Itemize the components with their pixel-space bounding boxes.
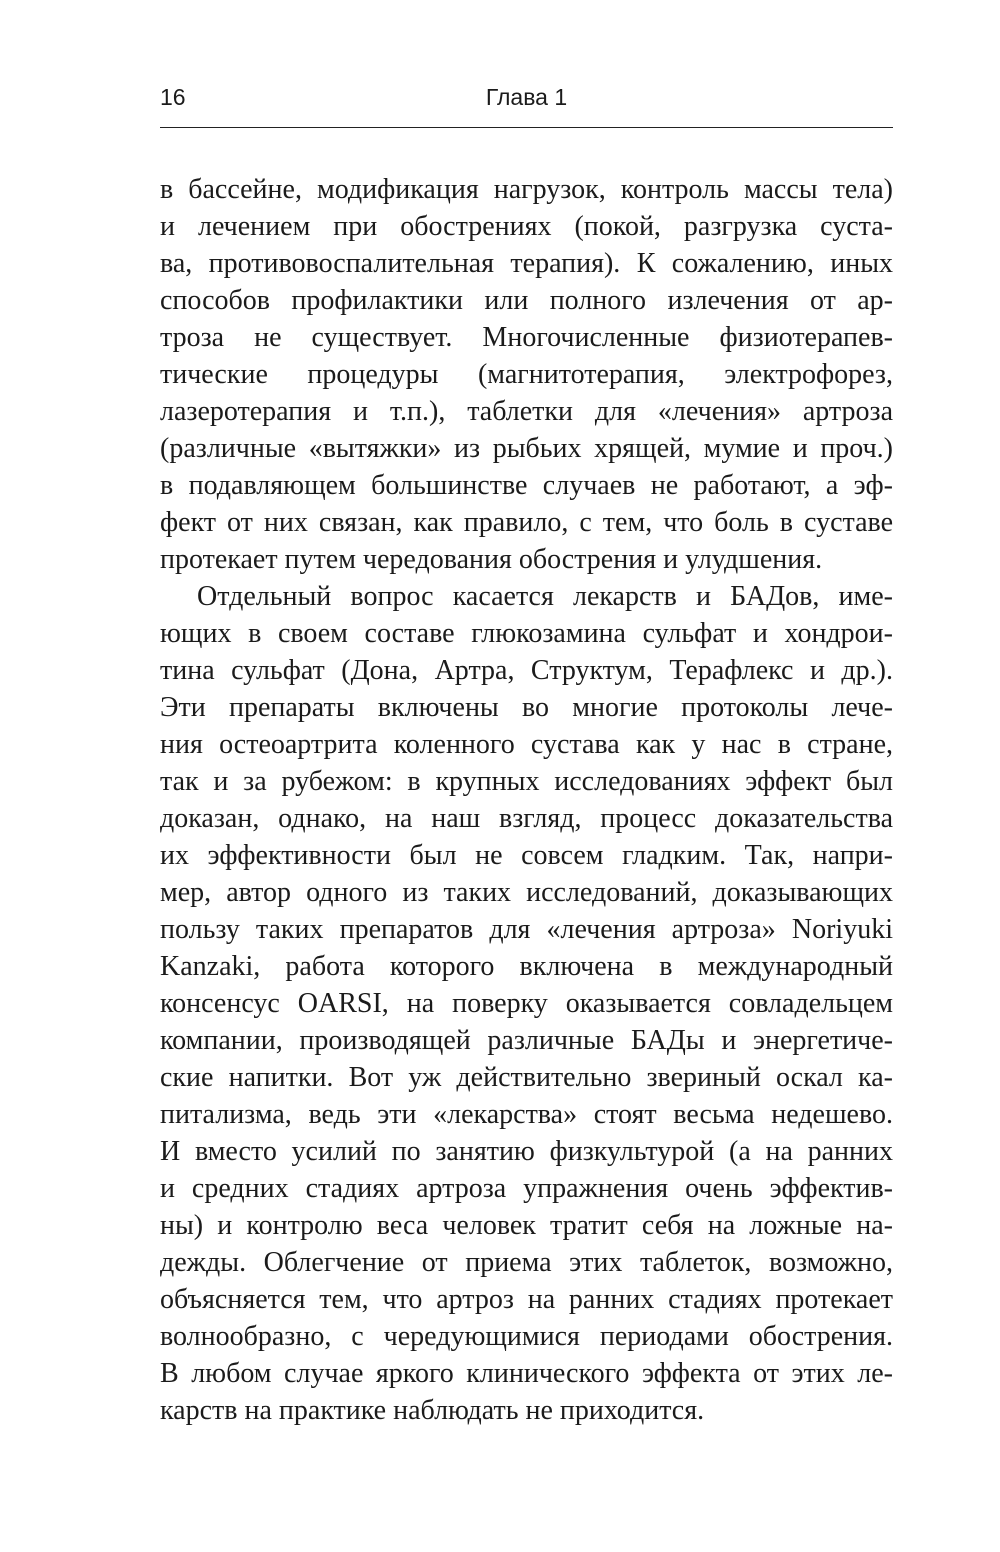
- header-divider: [160, 127, 893, 128]
- text-line: в подавляющем большинстве случаев не работают, а эф-: [160, 470, 893, 501]
- running-head: Глава 1: [485, 84, 568, 110]
- text-line: И вместо усилий по занятию физкультурой (а на ранних: [160, 1136, 893, 1167]
- text-line: их эффективности был не совсем гладким. Так, напри-: [160, 840, 893, 871]
- text-line: пользу таких препаратов для «лечения артроза» Noriyuki: [160, 914, 893, 945]
- text-line: карств на практике наблюдать не приходится.: [160, 1395, 705, 1426]
- text-line: питализма, ведь эти «лекарства» стоят весьма недешево.: [160, 1099, 893, 1130]
- text-line: ния остеоартрита коленного сустава как у нас в стране,: [160, 729, 893, 760]
- text-line: Kanzaki, работа которого включена в международный: [160, 951, 893, 982]
- text-line: тина сульфат (Дона, Артра, Структум, Терафлекс и др.).: [160, 655, 893, 686]
- text-line: лазеротерапия и т.п.), таблетки для «лечения» артроза: [160, 396, 893, 427]
- text-line: протекает путем чередования обострения и улудшения.: [160, 544, 823, 575]
- text-line: тические процедуры (магнитотерапия, электрофорез,: [160, 359, 893, 390]
- text-line: и лечением при обострениях (покой, разгрузка суста-: [160, 211, 893, 242]
- text-line: Отдельный вопрос касается лекарств и БАДов, име-: [197, 581, 893, 612]
- text-line: компании, производящей различные БАДы и энергетиче-: [160, 1025, 893, 1056]
- text-line: и средних стадиях артроза упражнения очень эффектив-: [160, 1173, 893, 1204]
- text-line: ны) и контролю веса человек тратит себя на ложные на-: [160, 1210, 893, 1241]
- text-line: троза не существует. Многочисленные физиотерапев-: [160, 322, 893, 353]
- text-line: ющих в своем составе глюкозамина сульфат и хондрои-: [160, 618, 893, 649]
- body-text: [160, 171, 893, 1429]
- text-line: ские напитки. Вот уж действительно звериный оскал ка-: [160, 1062, 893, 1093]
- text-line: дежды. Облегчение от приема этих таблеток, возможно,: [160, 1247, 893, 1278]
- text-line: ва, противовоспалительная терапия). К сожалению, иных: [160, 248, 893, 279]
- text-line: доказан, однако, на наш взгляд, процесс доказательства: [160, 803, 893, 834]
- text-line: так и за рубежом: в крупных исследованиях эффект был: [160, 766, 893, 797]
- text-line: волнообразно, с чередующимися периодами обострения.: [160, 1321, 893, 1352]
- paragraph: [160, 171, 893, 578]
- text-line: мер, автор одного из таких исследований, доказывающих: [160, 877, 893, 908]
- text-line: В любом случае яркого клинического эффекта от этих ле-: [160, 1358, 893, 1389]
- text-line: (различные «вытяжки» из рыбьих хрящей, мумие и проч.): [160, 433, 893, 464]
- page-header: [160, 84, 893, 128]
- paragraph: [160, 578, 893, 1429]
- page-number: 16: [160, 84, 186, 110]
- text-line: в бассейне, модификация нагрузок, контроль массы тела): [160, 174, 893, 205]
- text-line: консенсус OARSI, на поверку оказывается совладельцем: [160, 988, 893, 1019]
- text-line: способов профилактики или полного излечения от ар-: [160, 285, 893, 316]
- text-line: объясняется тем, что артроз на ранних стадиях протекает: [160, 1284, 893, 1315]
- text-line: фект от них связан, как правило, с тем, что боль в суставе: [160, 507, 893, 538]
- text-line: Эти препараты включены во многие протоколы лече-: [160, 692, 893, 723]
